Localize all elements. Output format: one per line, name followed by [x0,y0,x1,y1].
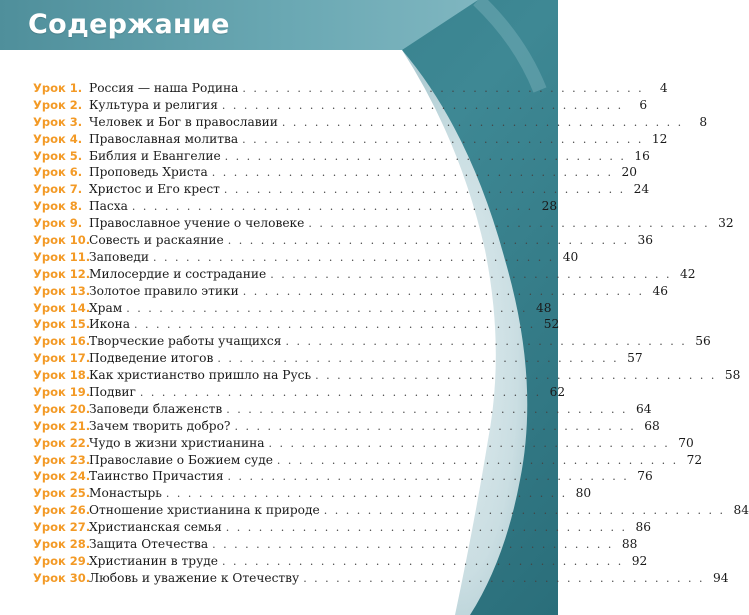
dot-leader: . . . . . . . . . . . . . . . . . . . . . . . . . . . . . . . . . . . . . [242,132,644,146]
lesson-label: Урок 9. [33,216,83,231]
page-number: 62 [549,385,566,400]
lesson-label: Урок 11. [33,249,91,264]
lesson-title: Россия — наша Родина [89,81,239,95]
page-number: 76 [637,469,653,484]
lesson-title: Таинство Причастия [89,469,224,484]
page-title: Содержание [28,9,230,40]
lesson-label: Урок 22. [33,435,91,450]
toc-entry [33,452,703,469]
page-number: 84 [733,503,749,518]
toc-entry [33,249,579,266]
lesson-label: Урок 7. [33,182,83,197]
toc-entry [33,300,552,317]
page-number: 72 [686,452,703,467]
lesson-label: Урок 10. [33,233,91,248]
lesson-label: Урок 26. [33,503,91,518]
lesson-label: Урок 14. [33,300,91,315]
toc-entry [33,97,648,114]
toc-entry [33,384,566,401]
toc-entry [33,215,734,232]
lesson-title: Чудо в жизни христианина [89,435,265,450]
page-number: 86 [635,520,652,535]
dot-leader: . . . . . . . . . . . . . . . . . . . . . . . . . . . . . . . . . . . . . [242,82,644,95]
toc-entry [33,519,652,536]
toc-entry [33,283,669,300]
lesson-title: Защита Отечества [89,537,209,552]
page-number: 8 [699,114,708,129]
lesson-label: Урок 24. [33,469,91,484]
lesson-title: Заповеди блаженств [89,401,223,416]
page-number: 28 [541,199,558,214]
lesson-title: Православная молитва [89,131,239,146]
lesson-title: Православное учение о человеке [89,216,305,231]
page-number: 24 [633,182,650,197]
lesson-title: Любовь и уважение к Отечеству [89,570,300,585]
toc-entry [33,536,638,553]
lesson-title: Милосердие и сострадание [89,266,267,281]
lesson-title: Золотое правило этики [89,283,239,298]
page-number: 80 [575,486,592,501]
toc-entry [33,485,592,502]
lesson-label: Урок 27. [33,520,91,535]
dot-leader: . . . . . . . . . . . . . . . . . . . . . . . . . . . . . . . . . . . . . [217,352,619,366]
toc-entry [33,198,558,215]
page-number: 52 [543,317,560,332]
lesson-label: Урок 17. [33,351,91,366]
toc-entry [33,435,694,452]
page-number: 64 [635,401,652,416]
lesson-title: Культура и религия [89,97,218,112]
lesson-label: Урок 21. [33,418,91,433]
toc-entry [33,333,711,350]
lesson-label: Урок 3. [33,114,83,129]
lesson-label: Урок 12. [33,266,91,281]
dot-leader: . . . . . . . . . . . . . . . . . . . . . . . . . . . . . . . . . . . . . [126,301,528,315]
dot-leader: . . . . . . . . . . . . . . . . . . . . . . . . . . . . . . . . . . . . . [270,267,672,281]
lesson-label: Урок 1. [33,81,83,95]
table-of-contents [33,80,749,587]
lesson-title: Храм [89,300,123,315]
dot-leader: . . . . . . . . . . . . . . . . . . . . . . . . . . . . . . . . . . . . . [223,183,626,197]
lesson-title: Заповеди [89,249,150,264]
toc-entry [33,148,650,165]
lesson-label: Урок 29. [33,553,91,568]
dot-leader: . . . . . . . . . . . . . . . . . . . . . . . . . . . . . . . . . . . . . [221,554,624,568]
dot-leader: . . . . . . . . . . . . . . . . . . . . . . . . . . . . . . . . . . . . . [242,284,645,298]
lesson-label: Урок 6. [33,165,83,180]
lesson-title: Христос и Его крест [89,182,220,197]
page-number: 70 [678,435,694,450]
toc-entry [33,502,749,519]
dot-leader: . . . . . . . . . . . . . . . . . . . . . . . . . . . . . . . . . . . . . [224,149,626,163]
dot-leader: . . . . . . . . . . . . . . . . . . . . . . . . . . . . . . . . . . . . . [225,521,628,535]
page-number: 16 [634,148,650,163]
lesson-title: Творческие работы учащихся [89,334,282,349]
toc-entry [33,114,708,131]
lesson-title: Икона [89,317,130,332]
page-number: 56 [695,334,711,349]
lesson-title: Монастырь [89,486,162,501]
lesson-title: Как христианство пришло на Русь [89,368,312,383]
lesson-label: Урок 5. [33,148,83,163]
lesson-title: Человек и Бог в православии [89,114,278,129]
lesson-label: Урок 2. [33,97,83,112]
toc-entry [33,266,696,283]
dot-leader: . . . . . . . . . . . . . . . . . . . . . . . . . . . . . . . . . . . . . [211,166,614,180]
lesson-title: Христианская семья [89,520,222,535]
page-number: 12 [651,131,668,146]
dot-leader: . . . . . . . . . . . . . . . . . . . . . . . . . . . . . . . . . . . . . [227,234,630,248]
page-number: 40 [562,249,579,264]
dot-leader: . . . . . . . . . . . . . . . . . . . . . . . . . . . . . . . . . . . . . [303,571,705,585]
toc-entry [33,570,729,587]
dot-leader: . . . . . . . . . . . . . . . . . . . . . . . . . . . . . . . . . . . . . [276,453,679,467]
toc-entry [33,401,652,418]
page-number: 36 [637,233,654,248]
toc-entry [33,316,560,333]
lesson-label: Урок 4. [33,131,83,146]
toc-entry [33,468,653,485]
dot-leader: . . . . . . . . . . . . . . . . . . . . . . . . . . . . . . . . . . . . . [221,98,624,112]
lesson-title: Совесть и раскаяние [89,233,224,248]
page-number: 46 [652,283,669,298]
dot-leader: . . . . . . . . . . . . . . . . . . . . . . . . . . . . . . . . . . . . . [234,419,636,433]
page-number: 20 [621,165,638,180]
page-number: 92 [631,553,648,568]
toc-entry [33,367,741,384]
toc-entry [33,131,668,148]
page-number: 88 [621,537,638,552]
dot-leader: . . . . . . . . . . . . . . . . . . . . . . . . . . . . . . . . . . . . . [139,386,542,400]
page-number: 32 [718,216,734,231]
lesson-label: Урок 30. [33,570,91,585]
dot-leader: . . . . . . . . . . . . . . . . . . . . . . . . . . . . . . . . . . . . . [227,470,629,484]
dot-leader: . . . . . . . . . . . . . . . . . . . . . . . . . . . . . . . . . . . . . [153,250,555,264]
lesson-label: Урок 25. [33,486,91,501]
page-number: 4 [659,81,668,95]
dot-leader: . . . . . . . . . . . . . . . . . . . . . . . . . . . . . . . . . . . . . [308,217,710,231]
toc-entry [33,418,660,435]
dot-leader: . . . . . . . . . . . . . . . . . . . . . . . . . . . . . . . . . . . . . [323,504,725,518]
dot-leader: . . . . . . . . . . . . . . . . . . . . . . . . . . . . . . . . . . . . . [315,369,717,383]
toc-entry [33,164,638,181]
dot-leader: . . . . . . . . . . . . . . . . . . . . . . . . . . . . . . . . . . . . . [165,487,568,501]
lesson-label: Урок 20. [33,401,91,416]
page-number: 6 [639,97,648,112]
dot-leader: . . . . . . . . . . . . . . . . . . . . . . . . . . . . . . . . . . . . . [226,402,628,416]
toc-entry [33,350,643,367]
lesson-title: Отношение христианина к природе [89,503,320,518]
lesson-title: Христианин в труде [89,553,218,568]
lesson-label: Урок 18. [33,368,91,383]
dot-leader: . . . . . . . . . . . . . . . . . . . . . . . . . . . . . . . . . . . . . [131,200,534,214]
lesson-label: Урок 8. [33,199,83,214]
page-number: 68 [644,418,660,433]
lesson-title: Зачем творить добро? [89,418,231,433]
lesson-title: Православие о Божием суде [89,452,273,467]
toc-entry [33,553,648,570]
dot-leader: . . . . . . . . . . . . . . . . . . . . . . . . . . . . . . . . . . . . . [133,318,536,332]
toc-entry [33,181,650,198]
toc-entry [33,232,654,249]
dot-leader: . . . . . . . . . . . . . . . . . . . . . . . . . . . . . . . . . . . . . [285,335,687,349]
lesson-label: Урок 16. [33,334,91,349]
page-number: 48 [535,300,552,315]
page-number: 57 [627,351,643,366]
lesson-title: Библия и Евангелие [89,148,221,163]
toc-entry [33,80,668,97]
lesson-title: Пасха [89,199,128,214]
lesson-label: Урок 19. [33,385,91,400]
dot-leader: . . . . . . . . . . . . . . . . . . . . . . . . . . . . . . . . . . . . . [281,115,684,129]
lesson-title: Проповедь Христа [89,165,208,180]
dot-leader: . . . . . . . . . . . . . . . . . . . . . . . . . . . . . . . . . . . . . [268,436,670,450]
lesson-title: Подведение итогов [89,351,214,366]
lesson-label: Урок 23. [33,452,91,467]
lesson-title: Подвиг [89,385,136,400]
dot-leader: . . . . . . . . . . . . . . . . . . . . . . . . . . . . . . . . . . . . . [212,538,614,552]
page-number: 42 [680,266,696,281]
page-number: 58 [724,368,741,383]
lesson-label: Урок 13. [33,283,91,298]
page-number: 94 [712,570,729,585]
lesson-label: Урок 15. [33,317,91,332]
lesson-label: Урок 28. [33,537,91,552]
